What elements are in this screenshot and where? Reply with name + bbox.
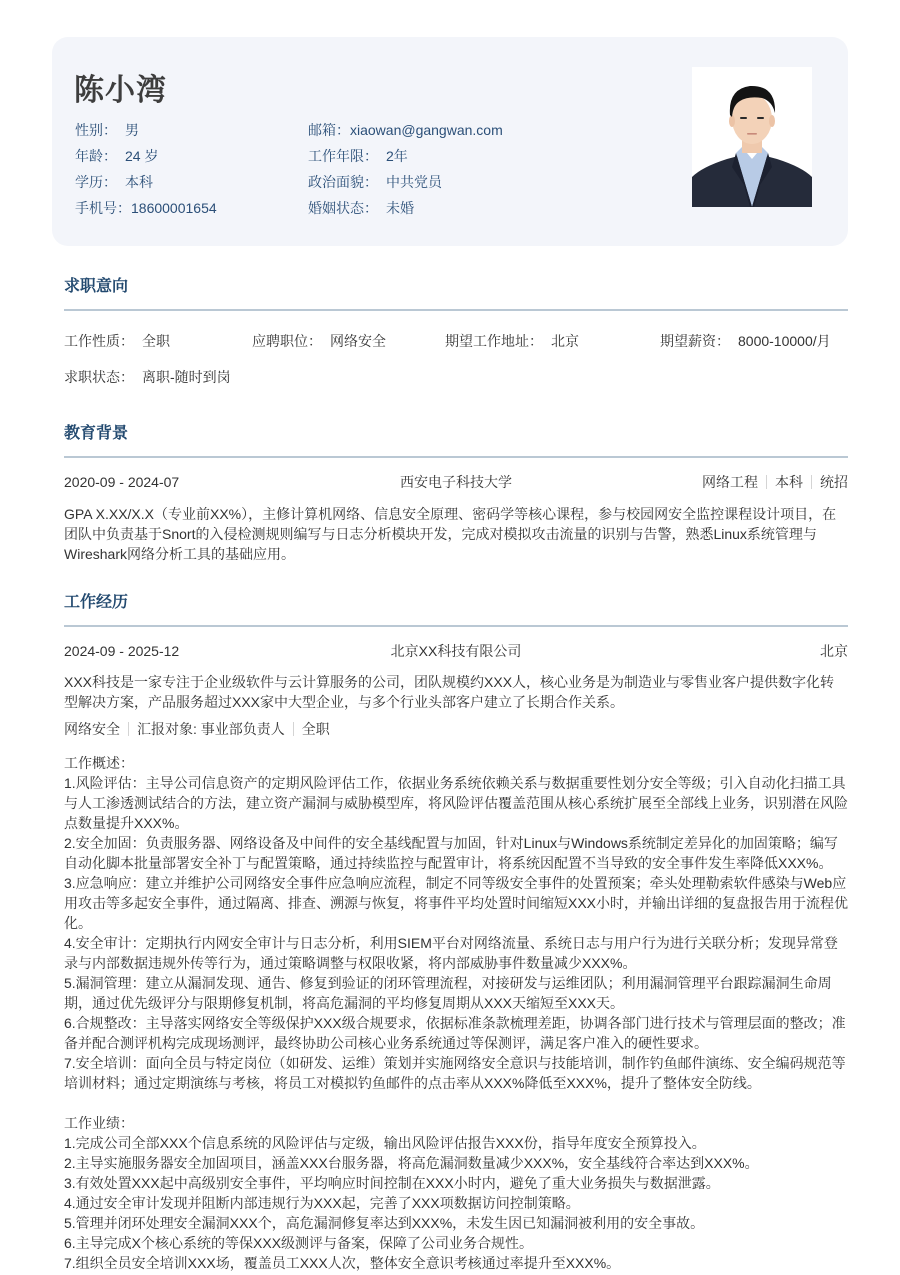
field-label: 邮箱： xyxy=(308,122,350,138)
overview-item: 6.合规整改：主导落实网络安全等级保护XXX级合规要求，依据标准条款梳理差距，协调各部门进行技术与管理层面的整改；准备并配合测评机构完成现场测评，最终协助公司核心业务系统通过等保测评，满足客户准入的硬性要求。 xyxy=(64,1015,846,1051)
info-row xyxy=(75,198,635,224)
field-value: 18600001654 xyxy=(131,200,217,216)
overview-item: 7.安全培训：面向全员与特定岗位（如研发、运维）策划并实施网络安全意识与技能培训，制作钓鱼邮件演练、安全编码规范等培训材料；通过定期演练与考核，将员工对模拟钓鱼邮件的点击率从XXX%降低至XXX%，提升了整体安全防线。 xyxy=(64,1055,846,1091)
work-section xyxy=(64,592,848,1273)
tag-separator xyxy=(811,475,812,489)
achievement-item: 6.主导完成X个核心系统的等保XXX级测评与备案，保障了公司业务合规性。 xyxy=(64,1235,534,1251)
company-intro: XXX科技是一家专注于企业级软件与云计算服务的公司，团队规模约XXX人，核心业务是为制造业与零售业客户提供数字化转型解决方案，产品服务超过XXX家中大型企业，与多个行业头部客户建立了长期合作关系。 xyxy=(64,674,835,710)
portrait-icon xyxy=(692,67,812,207)
field-value[interactable]: xiaowan@gangwan.com xyxy=(350,122,503,138)
education-level-field xyxy=(75,172,153,192)
work-report-to: 汇报对象: 事业部负责人 xyxy=(137,721,285,737)
tag-separator xyxy=(766,475,767,489)
meta-separator xyxy=(128,722,129,736)
field-label: 应聘职位： xyxy=(252,333,322,349)
candidate-name: 陈小湾 xyxy=(74,74,167,107)
position-field xyxy=(252,331,386,351)
achievements-title: 工作业绩： xyxy=(64,1115,134,1131)
profile-photo xyxy=(692,67,812,207)
major-tag: 网络工程 xyxy=(702,474,758,490)
meta-separator xyxy=(293,722,294,736)
field-value: 北京 xyxy=(551,333,579,349)
achievement-item: 3.有效处置XXX起中高级别安全事件，平均响应时间控制在XXX小时内，避免了重大业务损失与数据泄露。 xyxy=(64,1175,720,1191)
field-value: 本科 xyxy=(125,174,153,190)
work-department: 网络安全 xyxy=(64,721,120,737)
info-row xyxy=(75,146,635,172)
field-label: 期望薪资： xyxy=(660,333,730,349)
education-tags xyxy=(702,472,848,492)
overview-item: 1.风险评估：主导公司信息资产的定期风险评估工作，依据业务系统依赖关系与数据重要性划分安全等级；引入自动化扫描工具与人工渗透测试结合的方法，建立资产漏洞与威胁模型库，将风险评估覆盖范围从核心系统扩展至全部线上业务，识别潜在风险点数量提升XXX%。 xyxy=(64,775,848,831)
enrollment-tag: 统招 xyxy=(820,474,848,490)
field-value: 男 xyxy=(125,122,139,138)
field-label: 工作性质： xyxy=(64,333,134,349)
field-label: 性别： xyxy=(75,122,117,138)
field-label: 婚姻状态： xyxy=(308,200,378,216)
section-title: 求职意向 xyxy=(64,278,129,295)
field-value: 中共党员 xyxy=(386,174,442,190)
field-value: 8000-10000/月 xyxy=(738,333,831,349)
job-intent-section xyxy=(64,276,848,403)
section-title: 工作经历 xyxy=(64,594,129,611)
work-type-field xyxy=(64,331,170,351)
degree-tag: 本科 xyxy=(775,474,803,490)
field-label: 年龄： xyxy=(75,148,117,164)
achievement-item: 1.完成公司全部XXX个信息系统的风险评估与定级，输出风险评估报告XXX份，指导年度安全预算投入。 xyxy=(64,1135,706,1151)
field-value: 网络安全 xyxy=(330,333,386,349)
age-field xyxy=(75,146,158,166)
desired-salary-field xyxy=(660,331,831,351)
section-title: 教育背景 xyxy=(64,425,129,442)
field-value: 24 岁 xyxy=(125,148,159,164)
overview-item: 2.安全加固：负责服务器、网络设备及中间件的安全基线配置与加固，针对Linux与Windows系统制定差异化的加固策略；编写自动化脚本批量部署安全补丁与配置策略，通过持续监控与配置审计，将系统因配置不当导致的安全事件发生率降低XXX%。 xyxy=(64,835,838,871)
marital-status-field xyxy=(308,198,414,218)
field-value: 离职-随时到岗 xyxy=(142,369,231,385)
work-years-field xyxy=(308,146,408,166)
education-section xyxy=(64,423,848,564)
work-meta xyxy=(64,719,848,739)
field-label: 政治面貌： xyxy=(308,174,378,190)
intent-row xyxy=(64,367,848,403)
email-field xyxy=(308,120,503,140)
profile-info-grid xyxy=(75,120,635,224)
work-entry-header xyxy=(64,641,848,661)
overview-title: 工作概述： xyxy=(64,755,134,771)
field-label: 期望工作地址： xyxy=(445,333,543,349)
field-label: 学历： xyxy=(75,174,117,190)
work-period: 2024-09 - 2025-12 xyxy=(64,643,180,659)
desired-location-field xyxy=(445,331,579,351)
overview-item: 3.应急响应：建立并维护公司网络安全事件应急响应流程，制定不同等级安全事件的处置预案；牵头处理勒索软件感染与Web应用攻击等多起安全事件，通过隔离、排查、溯源与恢复，将事件平均处置时间缩短XXX小时，并输出详细的复盘报告用于流程优化。 xyxy=(64,875,849,931)
school-name: 西安电子科技大学 xyxy=(400,474,512,490)
field-label: 手机号： xyxy=(75,200,131,216)
field-value: 全职 xyxy=(142,333,170,349)
education-period: 2020-09 - 2024-07 xyxy=(64,474,180,490)
info-row xyxy=(75,172,635,198)
achievement-item: 4.通过安全审计发现并阻断内部违规行为XXX起，完善了XXX项数据访问控制策略。 xyxy=(64,1195,580,1211)
overview-item: 4.安全审计：定期执行内网安全审计与日志分析，利用SIEM平台对网络流量、系统日志与用户行为进行关联分析；发现异常登录与内部数据违规外传等行为，通过策略调整与权限收紧，将内部威胁事件数量减少XXX%。 xyxy=(64,935,838,971)
gender-field xyxy=(75,120,139,140)
education-description: GPA X.XX/X.X（专业前XX%），主修计算机网络、信息安全原理、密码学等核心课程，参与校园网安全监控课程设计项目，在团队中负责基于Snort的入侵检测规则编写与日志分析模块开发，完成对模拟攻击流量的识别与告警，熟悉Linux系统管理与Wireshark网络分析工具的基础应用。 xyxy=(64,506,837,562)
achievement-item: 2.主导实施服务器安全加固项目，涵盖XXX台服务器，将高危漏洞数量减少XXX%，安全基线符合率达到XXX%。 xyxy=(64,1155,759,1171)
job-status-field xyxy=(64,367,231,387)
profile-header-card xyxy=(52,37,848,246)
field-value: 未婚 xyxy=(386,200,414,216)
work-type: 全职 xyxy=(301,721,330,737)
achievement-item: 5.管理并闭环处理安全漏洞XXX个，高危漏洞修复率达到XXX%，未发生因已知漏洞被利用的安全事故。 xyxy=(64,1215,705,1231)
field-label: 求职状态： xyxy=(64,369,134,385)
overview-item: 5.漏洞管理：建立从漏洞发现、通告、修复到验证的闭环管理流程，对接研发与运维团队；利用漏洞管理平台跟踪漏洞生命周期，通过优先级评分与限期修复机制，将高危漏洞的平均修复周期从XXX天缩短至XXX天。 xyxy=(64,975,832,1011)
field-label: 工作年限： xyxy=(308,148,378,164)
company-name: 北京XX科技有限公司 xyxy=(390,643,522,659)
info-row xyxy=(75,120,635,146)
education-entry-header xyxy=(64,472,848,492)
political-status-field xyxy=(308,172,442,192)
work-location: 北京 xyxy=(820,643,848,659)
phone-field xyxy=(75,198,217,218)
intent-row xyxy=(64,331,848,367)
achievement-item: 7.组织全员安全培训XXX场，覆盖员工XXX人次，整体安全意识考核通过率提升至XXX%。 xyxy=(64,1255,621,1271)
field-value: 2年 xyxy=(386,148,408,164)
